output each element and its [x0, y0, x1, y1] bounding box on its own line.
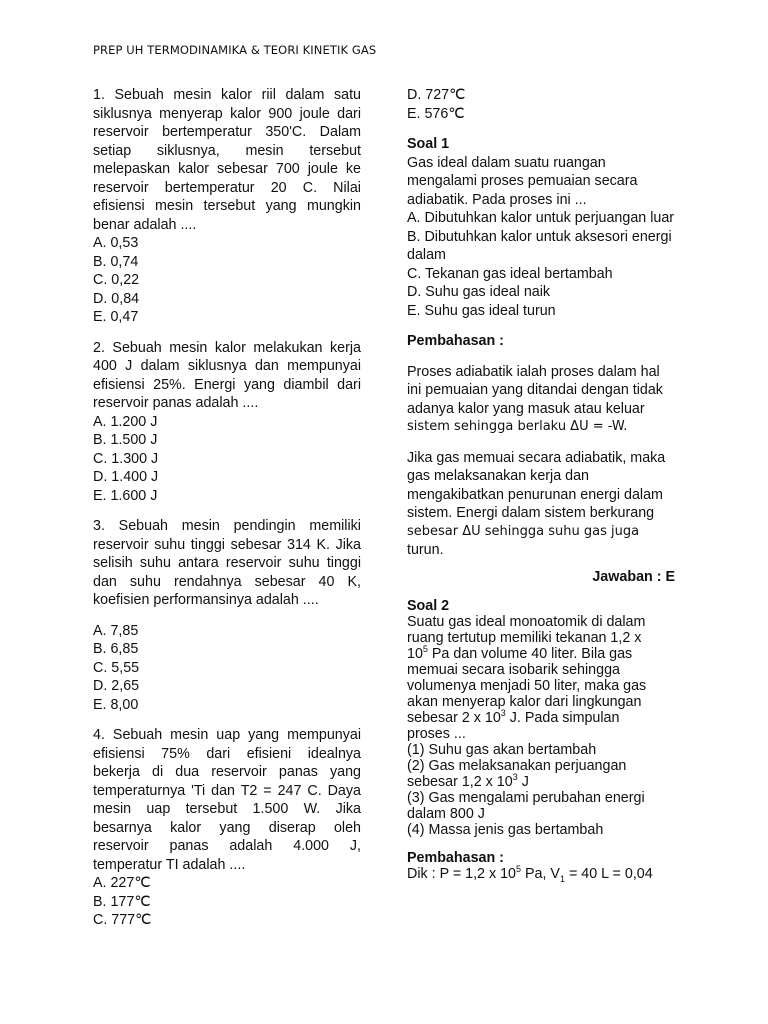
question-4-option: A. 227℃: [93, 875, 151, 891]
left-column: [93, 86, 361, 930]
question-3: [93, 517, 361, 714]
soal-2-option: (1) Suhu gas akan bertambah: [407, 742, 597, 758]
soal-1: [407, 135, 675, 586]
right-column: [407, 86, 675, 882]
soal-2-line: proses ...: [407, 726, 466, 742]
soal-2-option: (3) Gas mengalami perubahan energi: [407, 790, 645, 806]
question-4-text: 4. Sebuah mesin uap yang mempunyai efisiensi 75% dari efisieni idealnya bekerja di dua reservoir panas yang temperaturnya 'Ti dan T2 = 247 C. Daya mesin uap tersebut 1.500 W. Jika besarnya kalor yang diserap oleh reservoir panas adalah 4.000 J, temperatur TI adalah ....: [93, 727, 361, 873]
soal-2-line: [407, 710, 675, 726]
question-3-option: B. 6,85: [93, 641, 139, 657]
soal-1-option: C. Tekanan gas ideal bertambah: [407, 265, 613, 282]
question-2-option: A. 1.200 J: [93, 413, 158, 430]
soal-1-option: A. Dibutuhkan kalor untuk perjuangan luar: [407, 210, 675, 226]
question-2-text: 2. Sebuah mesin kalor melakukan kerja 400 J dalam siklusnya dan mempunyai efisiensi 25%. Energi yang diambil dari reservoir panas adalah ....: [93, 339, 361, 411]
question-3-option: A. 7,85: [93, 622, 139, 639]
soal-2-text: Dik : P = 1,2 x 10: [407, 866, 517, 882]
soal-2-option: dalam 800 J: [407, 806, 485, 822]
soal-1-pembahasan-p2-end: turun.: [407, 542, 444, 558]
soal-2-exponent: 5: [516, 864, 522, 875]
page-header: PREP UH TERMODINAMIKA & TEORI KINETIK GAS: [93, 43, 377, 57]
soal-1-answer: Jawaban : E: [592, 568, 675, 585]
soal-2-exponent: 3: [500, 708, 506, 719]
question-2-option: E. 1.600 J: [93, 487, 158, 504]
soal-1-pembahasan-p1-formula: sistem sehingga berlaku ΔU = -W.: [407, 419, 628, 434]
question-4-option: B. 177℃: [93, 893, 151, 910]
soal-2: [407, 598, 675, 882]
soal-2-text: J: [517, 774, 529, 790]
soal-2-text: J. Pada simpulan: [505, 710, 620, 726]
question-3-option: C. 5,55: [93, 659, 140, 676]
soal-1-pembahasan-p2: Jika gas memuai secara adiabatik, maka gas melaksanakan kerja dan mengakibatkan penurunan energi dalam sistem. Energi dalam sistem berkurang: [407, 449, 666, 521]
soal-2-line: Suatu gas ideal monoatomik di dalam: [407, 614, 646, 630]
soal-2-text: sebesar 1,2 x 10: [407, 774, 513, 790]
question-3-option: D. 2,65: [93, 678, 140, 694]
question-1: [93, 86, 361, 327]
soal-2-line: volumenya menjadi 50 liter, maka gas: [407, 678, 647, 694]
soal-2-title: Soal 2: [407, 598, 450, 614]
soal-2-line: [407, 646, 675, 662]
soal-2-line: akan menyerap kalor dari lingkungan: [407, 694, 642, 710]
soal-2-exponent: 5: [422, 644, 428, 655]
soal-2-pembahasan-title: Pembahasan :: [407, 850, 504, 866]
question-4-option: C. 777℃: [93, 912, 152, 928]
soal-2-line: ruang tertutup memiliki tekanan 1,2 x: [407, 630, 642, 646]
question-1-option: B. 0,74: [93, 253, 139, 270]
soal-2-subscript: 1: [559, 873, 565, 884]
question-3-text: 3. Sebuah mesin pendingin memiliki reservoir suhu tinggi sebesar 314 K. Jika selisih suhu antara reservoir suhu tinggi dan suhu rendahnya sebesar 40 K, koefisien performansinya adalah ....: [93, 518, 361, 608]
soal-2-option: (4) Massa jenis gas bertambah: [407, 822, 604, 838]
soal-1-text: Gas ideal dalam suatu ruangan mengalami proses pemuaian secara adiabatik. Pada proses ini ...: [407, 154, 638, 208]
question-1-option: C. 0,22: [93, 272, 140, 288]
question-1-option: A. 0,53: [93, 235, 139, 251]
question-2-option: C. 1.300 J: [93, 450, 159, 467]
soal-2-text: = 40 L = 0,04: [565, 866, 653, 882]
question-4-option: E. 576℃: [407, 105, 465, 122]
soal-2-text: sebesar 2 x 10: [407, 710, 501, 726]
question-2-option: B. 1.500 J: [93, 432, 158, 448]
question-4-option: D. 727℃: [407, 87, 466, 103]
soal-2-text: Pa, V: [521, 866, 560, 882]
question-3-option: E. 8,00: [93, 696, 139, 713]
question-1-option: E. 0,47: [93, 309, 139, 325]
soal-2-text: Pa dan volume 40 liter. Bila gas: [427, 646, 633, 662]
soal-1-option: B. Dibutuhkan kalor untuk aksesori energi dalam: [407, 228, 672, 263]
soal-2-option: (2) Gas melaksanakan perjuangan: [407, 758, 627, 774]
soal-1-pembahasan-title: Pembahasan :: [407, 333, 504, 349]
question-1-text: 1. Sebuah mesin kalor riil dalam satu siklusnya menyerap kalor 900 joule dari reservoir bertemperatur 350'C. Dalam setiap siklusnya, mesin tersebut melepaskan kalor sebesar 700 joule ke reservoir bertemperatur 20 C. Nilai efisiensi mesin tersebut yang mungkin benar adalah ....: [93, 87, 361, 233]
soal-2-dik: [407, 866, 675, 882]
soal-1-pembahasan-p2-formula: sebesar ΔU sehingga suhu gas juga: [407, 523, 640, 539]
soal-1-option: E. Suhu gas ideal turun: [407, 302, 556, 319]
question-2-option: D. 1.400 J: [93, 469, 159, 485]
soal-1-pembahasan-p1: Proses adiabatik ialah proses dalam hal ini pemuaian yang ditandai dengan tidak adanya kalor yang masuk atau keluar: [407, 363, 663, 417]
soal-1-option: D. Suhu gas ideal naik: [407, 284, 551, 300]
question-4: [93, 726, 361, 930]
soal-2-line: memuai secara isobarik sehingga: [407, 662, 620, 678]
question-2: [93, 339, 361, 506]
soal-1-title: Soal 1: [407, 136, 450, 152]
soal-2-option: [407, 774, 675, 790]
question-1-option: D. 0,84: [93, 290, 140, 307]
soal-2-exponent: 3: [512, 772, 518, 783]
soal-2-base: 10: [407, 646, 423, 662]
